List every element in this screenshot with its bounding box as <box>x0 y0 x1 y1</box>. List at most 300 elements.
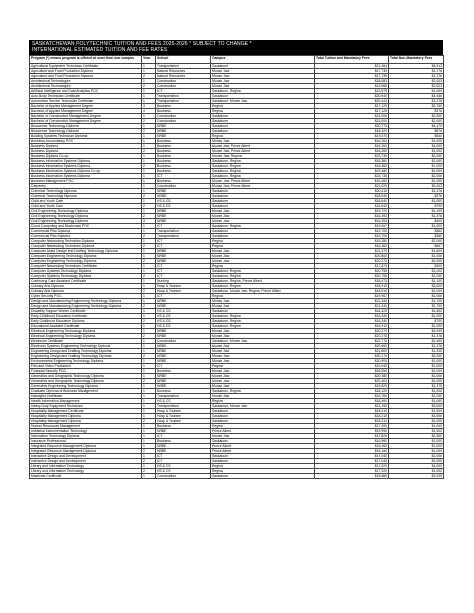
campus-cell: Regina <box>211 239 315 244</box>
total-fees-cell: $21,370 <box>315 249 389 254</box>
year-cell: 2 <box>142 119 156 124</box>
program-cell: Computer Networking Technician Diploma <box>30 244 142 249</box>
total-fees-cell: $20,180 <box>315 374 389 379</box>
nonmandatory-fees-cell: $4,440 <box>389 94 444 99</box>
year-cell: 2 <box>142 304 156 309</box>
total-fees-cell: $21,340 <box>315 304 389 309</box>
total-fees-cell: $19,990 <box>315 429 389 434</box>
campus-cell: Saskatoon <box>211 119 315 124</box>
program-cell: Electrical Engineering Technology Diploma <box>30 329 142 334</box>
school-cell: HS & CS <box>156 399 211 404</box>
total-fees-cell: $19,975 <box>315 89 389 94</box>
nonmandatory-fees-cell: $1,000 <box>389 199 444 204</box>
total-fees-cell: $20,660 <box>315 344 389 349</box>
total-fees-cell: $16,360 <box>315 244 389 249</box>
campus-cell: Moose Jaw <box>211 79 315 84</box>
school-cell: NRBE <box>156 304 211 309</box>
school-cell: NRBE <box>156 214 211 219</box>
nonmandatory-fees-cell: $700 <box>389 319 444 324</box>
header-school: School <box>156 56 211 64</box>
school-cell: NRBE <box>156 344 211 349</box>
school-cell: Construction <box>156 474 211 479</box>
total-fees-cell: $19,160 <box>315 444 389 449</box>
campus-cell: Moose Jaw <box>211 259 315 264</box>
year-cell: 3 <box>142 104 156 109</box>
school-cell: NRBE <box>156 374 211 379</box>
program-cell: Design and Manufacturing Engineering Technology Diploma <box>30 304 142 309</box>
nonmandatory-fees-cell: $1,375 <box>389 384 444 389</box>
total-fees-cell: $19,825 <box>315 384 389 389</box>
year-cell: 1 <box>142 369 156 374</box>
school-cell: NRBE <box>156 444 211 449</box>
campus-cell: Moose Jaw <box>211 84 315 89</box>
program-cell: Educational Assistant Certificate <box>30 324 142 329</box>
school-cell: ICT <box>156 454 211 459</box>
nonmandatory-fees-cell: $1,000 <box>389 414 444 419</box>
total-fees-cell: $16,260 <box>315 139 389 144</box>
program-cell: Bachelor of Applied Management Degree <box>30 109 142 114</box>
nonmandatory-fees-cell: $2,000 <box>389 119 444 124</box>
campus-cell: Saskatoon, Regina <box>211 269 315 274</box>
table-header-row <box>30 56 444 64</box>
total-fees-cell: $23,480 <box>315 169 389 174</box>
year-cell: 1 <box>142 464 156 469</box>
program-cell: Computer Systems Technology Diploma <box>30 274 142 279</box>
program-cell: Business Information Systems Diploma <box>30 159 142 164</box>
program-cell: Cloud Computing and Blockchain PGC <box>30 224 142 229</box>
year-cell: 1 <box>142 269 156 274</box>
total-fees-cell: $20,755 <box>315 274 389 279</box>
year-cell: 1 <box>142 294 156 299</box>
total-fees-cell: $21,000 <box>315 114 389 119</box>
school-cell: HS & CS <box>156 204 211 209</box>
campus-cell: Saskatoon <box>211 234 315 239</box>
nonmandatory-fees-cell: $2,000 <box>389 329 444 334</box>
school-cell: ICT <box>156 89 211 94</box>
year-cell: 1 <box>142 189 156 194</box>
year-cell: 1 <box>142 409 156 414</box>
school-cell: NRBE <box>156 329 211 334</box>
nonmandatory-fees-cell: $1,500 <box>389 409 444 414</box>
campus-cell: Saskatoon, Regina, Prince Albert <box>211 279 315 284</box>
total-fees-cell: $19,067 <box>315 224 389 229</box>
school-cell: ICT <box>156 174 211 179</box>
program-cell: Business Accountancy PGC <box>30 139 142 144</box>
total-fees-cell: $16,340 <box>315 319 389 324</box>
campus-cell: Saskatoon, Regina <box>211 284 315 289</box>
program-cell: Early Childhood Education Diploma <box>30 319 142 324</box>
nonmandatory-fees-cell: $1,700 <box>389 299 444 304</box>
nonmandatory-fees-cell: $1,000 <box>389 469 444 474</box>
program-cell: Building Systems Technician Diploma <box>30 134 142 139</box>
school-cell: NRBE <box>156 219 211 224</box>
nonmandatory-fees-cell: $3,200 <box>389 474 444 479</box>
program-cell: Commercial Pilot Diploma <box>30 234 142 239</box>
total-fees-cell: $18,910 <box>315 284 389 289</box>
program-cell: Culinary Arts Diploma <box>30 284 142 289</box>
nonmandatory-fees-cell: $1,000 <box>389 179 444 184</box>
total-fees-cell: $16,260 <box>315 149 389 154</box>
total-fees-cell: $19,760 <box>315 394 389 399</box>
program-cell: Bachelor of Construction Management Degree <box>30 114 142 119</box>
program-cell: Chemical Technology Diploma <box>30 194 142 199</box>
school-cell: NRBE <box>156 134 211 139</box>
nonmandatory-fees-cell: $300 <box>389 264 444 269</box>
nonmandatory-fees-cell: $1,100 <box>389 209 444 214</box>
campus-cell: Regina <box>211 244 315 249</box>
year-cell: 2 <box>142 244 156 249</box>
nonmandatory-fees-cell: $2,000 <box>389 174 444 179</box>
program-cell: Engineering Design and Drafting Technology Diploma <box>30 354 142 359</box>
year-cell: 2 <box>142 354 156 359</box>
school-cell: Business <box>156 169 211 174</box>
year-cell: 1 <box>142 144 156 149</box>
total-fees-cell: $17,125 <box>315 104 389 109</box>
campus-cell: Saskatoon, Regina <box>211 389 315 394</box>
year-cell: 1 <box>142 264 156 269</box>
school-cell: Construction <box>156 84 211 89</box>
campus-cell: Prince Albert <box>211 444 315 449</box>
year-cell: 2 <box>142 84 156 89</box>
campus-cell: Saskatoon <box>211 189 315 194</box>
year-cell: 1 <box>142 404 156 409</box>
program-cell: Integrated Resource Management Diploma <box>30 444 142 449</box>
school-cell: ICT <box>156 264 211 269</box>
year-cell: 1 <box>142 224 156 229</box>
header-program: Program (*) means program is offered at more than one campus <box>30 56 142 64</box>
program-cell: Heavy Duty Equipment Technician <box>30 404 142 409</box>
total-fees-cell: $20,755 <box>315 269 389 274</box>
school-cell: NRBE <box>156 189 211 194</box>
campus-cell: Regina <box>211 109 315 114</box>
total-fees-cell: $16,260 <box>315 369 389 374</box>
campus-cell: Saskatoon <box>211 419 315 424</box>
school-cell: NRBE <box>156 349 211 354</box>
year-cell: 2 <box>142 334 156 339</box>
program-cell: Engineering Design and Drafting Technology Diploma <box>30 349 142 354</box>
year-cell: 1 <box>142 364 156 369</box>
year-cell: 1 <box>142 329 156 334</box>
nonmandatory-fees-cell: $1,000 <box>389 314 444 319</box>
campus-cell: Regina <box>211 104 315 109</box>
campus-cell: Saskatoon <box>211 454 315 459</box>
school-cell: NRBE <box>156 334 211 339</box>
year-cell: 1 <box>142 184 156 189</box>
nonmandatory-fees-cell: $1,000 <box>389 89 444 94</box>
school-cell: HS & CS <box>156 319 211 324</box>
nonmandatory-fees-cell: $676 <box>389 129 444 134</box>
program-cell: Early Childhood Education Certificate <box>30 314 142 319</box>
campus-cell: Saskatoon, Regina <box>211 319 315 324</box>
total-fees-cell: $21,150 <box>315 404 389 409</box>
nonmandatory-fees-cell: $1,500 <box>389 309 444 314</box>
campus-cell: Moose Jaw <box>211 374 315 379</box>
program-cell: Insurance Professional <box>30 439 142 444</box>
campus-cell: Moose Jaw <box>211 384 315 389</box>
total-fees-cell: $16,393 <box>315 219 389 224</box>
nonmandatory-fees-cell: $1,000 <box>389 274 444 279</box>
total-fees-cell: $17,040 <box>315 454 389 459</box>
year-cell: 1 <box>142 324 156 329</box>
title-line-2: INTERNATIONAL ESTIMATED TUITION AND FEE RATES <box>32 47 168 53</box>
year-cell: 1 <box>142 439 156 444</box>
program-cell: Architectural Technologies <box>30 84 142 89</box>
total-fees-cell: $16,340 <box>315 314 389 319</box>
year-cell: 1 <box>142 454 156 459</box>
nonmandatory-fees-cell: $1,000 <box>389 139 444 144</box>
campus-cell: Saskatoon, Moose Jaw <box>211 404 315 409</box>
year-cell: 1 <box>142 344 156 349</box>
total-fees-cell: $23,735 <box>315 154 389 159</box>
school-cell: Transportation <box>156 394 211 399</box>
nonmandatory-fees-cell: $500 <box>389 134 444 139</box>
school-cell: Business <box>156 439 211 444</box>
campus-cell: Moose Jaw <box>211 379 315 384</box>
school-cell: NRBE <box>156 249 211 254</box>
nonmandatory-fees-cell: $1,000 <box>389 389 444 394</box>
program-cell: Bachelor of Applied Management Degree <box>30 104 142 109</box>
year-cell: 1 <box>142 89 156 94</box>
nonmandatory-fees-cell: $1,000 <box>389 324 444 329</box>
campus-cell: Regina <box>211 424 315 429</box>
total-fees-cell: $20,770 <box>315 124 389 129</box>
total-fees-cell: $19,700 <box>315 229 389 234</box>
year-cell: 1 <box>142 414 156 419</box>
total-fees-cell: $19,700 <box>315 234 389 239</box>
campus-cell: Saskatoon <box>211 414 315 419</box>
school-cell: NRBE <box>156 124 211 129</box>
campus-cell: Moose Jaw <box>211 74 315 79</box>
year-cell: 2 <box>142 379 156 384</box>
nonmandatory-fees-cell: $1,000 <box>389 449 444 454</box>
nonmandatory-fees-cell: $4,470 <box>389 124 444 129</box>
campus-cell: Regina <box>211 134 315 139</box>
school-cell: NRBE <box>156 379 211 384</box>
total-fees-cell: $19,720 <box>315 209 389 214</box>
school-cell: Business <box>156 109 211 114</box>
header-total-fees: Total Tuition and Mandatory Fees <box>315 56 389 64</box>
school-cell: Business <box>156 164 211 169</box>
school-cell: Hosp & Tourism <box>156 289 211 294</box>
year-cell: 2 <box>142 194 156 199</box>
nonmandatory-fees-cell: $2,000 <box>389 454 444 459</box>
year-cell: 2 <box>142 129 156 134</box>
program-cell: Architectural Technologies <box>30 79 142 84</box>
year-cell: 1 <box>142 474 156 479</box>
campus-cell: Moose Jaw <box>211 69 315 74</box>
program-cell: Child and Youth Care <box>30 199 142 204</box>
nonmandatory-fees-cell: $1,000 <box>389 394 444 399</box>
year-cell: 1 <box>142 339 156 344</box>
total-fees-cell: $17,920 <box>315 464 389 469</box>
total-fees-cell: $17,739 <box>315 69 389 74</box>
year-cell: 1 <box>142 79 156 84</box>
campus-cell: Moose Jaw <box>211 359 315 364</box>
total-fees-cell: $17,125 <box>315 109 389 114</box>
school-cell: Natural Resources <box>156 69 211 74</box>
nonmandatory-fees-cell: $2,000 <box>389 259 444 264</box>
table-row <box>30 89 444 94</box>
campus-cell: Moose Jaw <box>211 329 315 334</box>
nonmandatory-fees-cell: $360 <box>389 234 444 239</box>
campus-cell: Moose Jaw, Prince Albert <box>211 149 315 154</box>
year-cell: 1 <box>142 309 156 314</box>
program-cell: Hospitality Management Diploma <box>30 414 142 419</box>
total-fees-cell: $16,640 <box>315 204 389 209</box>
total-fees-cell: $21,340 <box>315 299 389 304</box>
nonmandatory-fees-cell: $1,000 <box>389 419 444 424</box>
year-cell: 1 <box>142 429 156 434</box>
campus-cell: Saskatoon, Regina <box>211 169 315 174</box>
nonmandatory-fees-cell: $1,000 <box>389 374 444 379</box>
total-fees-cell: $18,320 <box>315 129 389 134</box>
year-cell: 2 <box>142 164 156 169</box>
program-cell: Artificial Intelligence and Data Analytics PGC <box>30 89 142 94</box>
program-cell: Interactive Design and Development <box>30 459 142 464</box>
school-cell: Transportation <box>156 234 211 239</box>
school-cell: Business <box>156 179 211 184</box>
nonmandatory-fees-cell: $1,000 <box>389 424 444 429</box>
total-fees-cell: $18,210 <box>315 409 389 414</box>
campus-cell: Moose Jaw <box>211 254 315 259</box>
school-cell: ICT <box>156 239 211 244</box>
program-cell: Electrical Engineering Technology Diploma <box>30 334 142 339</box>
nonmandatory-fees-cell: $1,176 <box>389 69 444 74</box>
campus-cell: Moose Jaw <box>211 139 315 144</box>
nonmandatory-fees-cell: $1,176 <box>389 74 444 79</box>
year-cell: 1 <box>142 299 156 304</box>
program-cell: Cyber Security PGC <box>30 294 142 299</box>
school-cell: HS & CS <box>156 199 211 204</box>
program-cell: Integrated Resource Management Diploma <box>30 449 142 454</box>
nonmandatory-fees-cell: $376 <box>389 109 444 114</box>
campus-cell: Moose Jaw <box>211 334 315 339</box>
school-cell: Hosp & Tourism <box>156 419 211 424</box>
year-cell: 2 <box>142 459 156 464</box>
total-fees-cell: $16,640 <box>315 199 389 204</box>
year-cell: 1 <box>142 389 156 394</box>
total-fees-cell: $20,800 <box>315 254 389 259</box>
campus-cell: Moose Jaw, Prince Albert <box>211 179 315 184</box>
nonmandatory-fees-cell: $1,376 <box>389 214 444 219</box>
campus-cell: Saskatoon, Regina <box>211 314 315 319</box>
total-fees-cell: $16,360 <box>315 164 389 169</box>
campus-cell: Saskatoon <box>211 204 315 209</box>
nonmandatory-fees-cell: $1,376 <box>389 334 444 339</box>
nonmandatory-fees-cell: $2,400 <box>389 339 444 344</box>
campus-cell: Saskatoon <box>211 309 315 314</box>
program-cell: Environmental Engineering Technology Diploma <box>30 359 142 364</box>
program-cell: Computer Engineering Technology Diploma <box>30 254 142 259</box>
campus-cell: Saskatoon, Moose Jaw <box>211 99 315 104</box>
program-cell: Library and Information Technology <box>30 464 142 469</box>
school-cell: HS & CS <box>156 469 211 474</box>
year-cell: 1 <box>142 239 156 244</box>
program-cell: Business Diploma <box>30 149 142 154</box>
campus-cell: Regina <box>211 294 315 299</box>
year-cell: 1 <box>142 349 156 354</box>
total-fees-cell: $17,873 <box>315 264 389 269</box>
campus-cell: Moose Jaw <box>211 434 315 439</box>
nonmandatory-fees-cell: $2,000 <box>389 239 444 244</box>
total-fees-cell: $17,920 <box>315 469 389 474</box>
program-cell: Automotive Service Technician Certificate <box>30 99 142 104</box>
campus-cell: Moose Jaw <box>211 369 315 374</box>
campus-cell: Prince Albert <box>211 429 315 434</box>
campus-cell: Saskatoon <box>211 94 315 99</box>
total-fees-cell: $20,270 <box>315 334 389 339</box>
school-cell: NRBE <box>156 359 211 364</box>
total-fees-cell: $20,400 <box>315 379 389 384</box>
year-cell: 2 <box>142 289 156 294</box>
campus-cell: Saskatoon, Regina <box>211 164 315 169</box>
nonmandatory-fees-cell: $3,276 <box>389 99 444 104</box>
title-line-1: SASKATCHEWAN POLYTECHNIC TUITION AND FEES 2025-2026 * SUBJECT TO CHANGE * <box>32 41 252 47</box>
campus-cell: Moose Jaw <box>211 249 315 254</box>
school-cell: Construction <box>156 79 211 84</box>
program-cell: Bioscience Technology Diploma <box>30 124 142 129</box>
school-cell: Construction <box>156 339 211 344</box>
campus-cell: Saskatoon <box>211 129 315 134</box>
year-cell: 2 <box>142 149 156 154</box>
campus-cell: Saskatoon, Regina <box>211 274 315 279</box>
program-cell: Human Resources Management <box>30 424 142 429</box>
total-fees-cell: $16,960 <box>315 439 389 444</box>
total-fees-cell: $20,900 <box>315 359 389 364</box>
year-cell: 1 <box>142 434 156 439</box>
campus-cell: Saskatoon <box>211 459 315 464</box>
program-cell: Child and Youth Care <box>30 204 142 209</box>
nonmandatory-fees-cell: $1,000 <box>389 379 444 384</box>
campus-cell: Moose Jaw <box>211 299 315 304</box>
total-fees-cell: $18,473 <box>315 279 389 284</box>
campus-cell: Moose Jaw <box>211 219 315 224</box>
program-cell: Bioscience Technology Diploma <box>30 129 142 134</box>
total-fees-cell: $21,000 <box>315 119 389 124</box>
school-cell: Business <box>156 389 211 394</box>
program-cell: Civil Engineering Technology Diploma <box>30 219 142 224</box>
campus-cell: Moose Jaw <box>211 394 315 399</box>
school-cell: HS & CS <box>156 309 211 314</box>
campus-cell: Saskatoon, Moose Jaw, Regina, Prince Albert <box>211 289 315 294</box>
nonmandatory-fees-cell: $2,000 <box>389 114 444 119</box>
year-cell: 1 <box>142 284 156 289</box>
program-cell: Information Technology Diploma <box>30 434 142 439</box>
year-cell: 1 <box>142 394 156 399</box>
year-cell: 1 <box>142 124 156 129</box>
nonmandatory-fees-cell: $2,000 <box>389 459 444 464</box>
school-cell: Hosp & Tourism <box>156 284 211 289</box>
campus-cell: Moose Jaw, Prince Albert <box>211 184 315 189</box>
school-cell: NRBE <box>156 429 211 434</box>
program-cell: Design and Manufacturing Engineering Technology Diploma <box>30 299 142 304</box>
school-cell: Hosp & Tourism <box>156 409 211 414</box>
total-fees-cell: $17,739 <box>315 74 389 79</box>
campus-cell: Regina <box>211 469 315 474</box>
nonmandatory-fees-cell: $2,000 <box>389 154 444 159</box>
school-cell: NRBE <box>156 449 211 454</box>
program-cell: Agriculture and Food Production Diploma <box>30 74 142 79</box>
school-cell: Construction <box>156 184 211 189</box>
program-cell: Electrician Certificate <box>30 339 142 344</box>
campus-cell: Moose Jaw <box>211 349 315 354</box>
campus-cell: Saskatoon, Regina <box>211 89 315 94</box>
program-cell: Film and Video Production <box>30 364 142 369</box>
table-row <box>30 99 444 104</box>
campus-cell: Saskatoon <box>211 194 315 199</box>
year-cell: 1 <box>142 179 156 184</box>
nonmandatory-fees-cell: $360 <box>389 229 444 234</box>
